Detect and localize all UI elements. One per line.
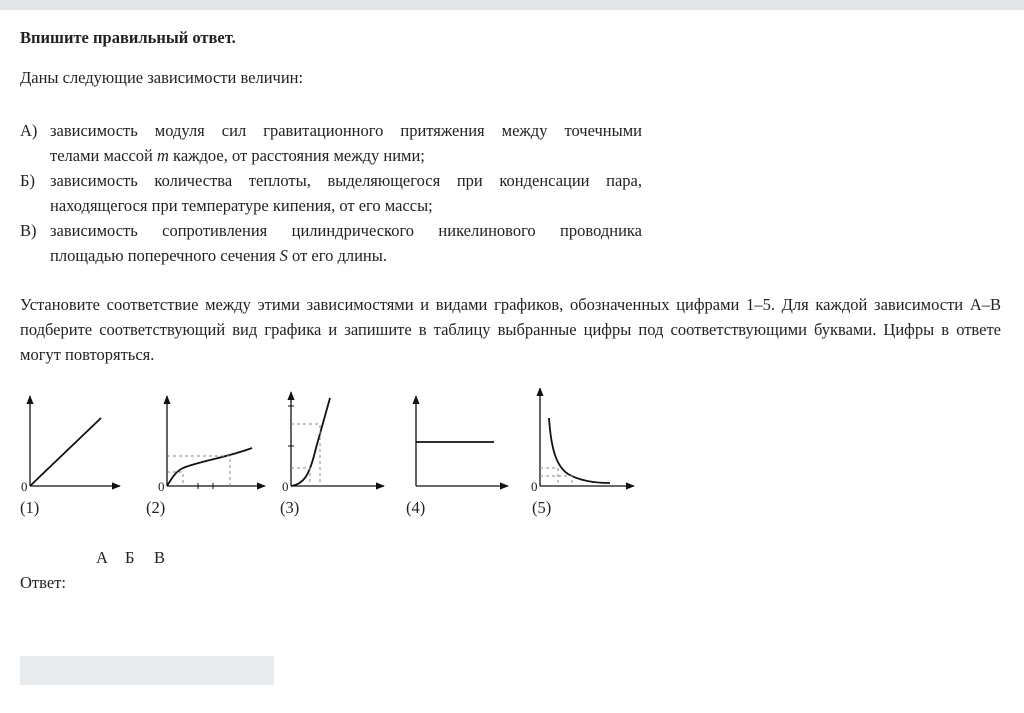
instruction: Впишите правильный ответ. bbox=[20, 28, 236, 47]
item-letter: А) bbox=[20, 121, 38, 140]
list-item bbox=[20, 168, 642, 218]
top-bar bbox=[0, 0, 1024, 10]
item-text: от его длины. bbox=[287, 246, 387, 265]
item-letter: В) bbox=[20, 221, 37, 240]
graph-4 bbox=[416, 396, 508, 486]
guide-lines bbox=[167, 456, 230, 486]
item-text: площадью поперечного сечения bbox=[50, 246, 280, 265]
item-text: зависимость сопротивления цилиндрического никелинового проводника bbox=[50, 221, 642, 240]
graph-label: (5) bbox=[532, 498, 552, 517]
graph-label: (3) bbox=[280, 498, 300, 517]
list-item bbox=[20, 218, 642, 268]
graphs-figure bbox=[20, 388, 660, 528]
graph-curve bbox=[167, 448, 252, 486]
graph-curve bbox=[30, 418, 101, 486]
origin-label: 0 bbox=[21, 479, 28, 494]
origin-label: 0 bbox=[282, 479, 289, 494]
answer-table-header bbox=[96, 548, 183, 568]
item-text: каждое, от расстояния между ними; bbox=[168, 146, 425, 165]
graph-1 bbox=[21, 396, 120, 494]
answer-column-label: Б bbox=[125, 548, 135, 567]
graph-5 bbox=[531, 388, 634, 494]
task-text: Установите соответствие между этими зависимостями и видами графиков, обозначенных цифрами 1–5. Для каждой зависимости А–В подберите соответствующий вид графика и запишите в таблицу выбранные цифры под соответствующими буквами. Цифры в ответе могут повторяться. bbox=[20, 295, 1001, 364]
graph-curve bbox=[549, 418, 610, 483]
answer-column-label: А bbox=[96, 548, 108, 567]
guide-lines bbox=[540, 468, 558, 486]
graph-label: (4) bbox=[406, 498, 426, 517]
item-text: зависимость модуля сил гравитационного притяжения между точечными bbox=[50, 121, 642, 140]
item-letter: Б) bbox=[20, 171, 35, 190]
variable: S bbox=[279, 246, 288, 265]
item-text: зависимость количества теплоты, выделяющегося при конденсации пара, bbox=[50, 171, 642, 190]
answer-input[interactable] bbox=[20, 656, 274, 685]
origin-label: 0 bbox=[158, 479, 165, 494]
dependency-list bbox=[20, 118, 642, 268]
graph-curve bbox=[291, 398, 330, 486]
graph-3 bbox=[282, 392, 384, 494]
graph-label: (1) bbox=[20, 498, 40, 517]
graph-label: (2) bbox=[146, 498, 166, 517]
graphs-svg bbox=[20, 388, 660, 498]
answer-label: Ответ: bbox=[20, 573, 66, 592]
item-text: телами массой bbox=[50, 146, 157, 165]
variable: m bbox=[157, 146, 169, 165]
origin-label: 0 bbox=[531, 479, 538, 494]
intro-text: Даны следующие зависимости величин: bbox=[20, 68, 304, 87]
answer-column-label: В bbox=[154, 548, 166, 567]
graph-2 bbox=[158, 396, 265, 494]
guide-lines bbox=[540, 476, 572, 486]
item-text: находящегося при температуре кипения, от его массы; bbox=[50, 196, 433, 215]
list-item bbox=[20, 118, 642, 168]
